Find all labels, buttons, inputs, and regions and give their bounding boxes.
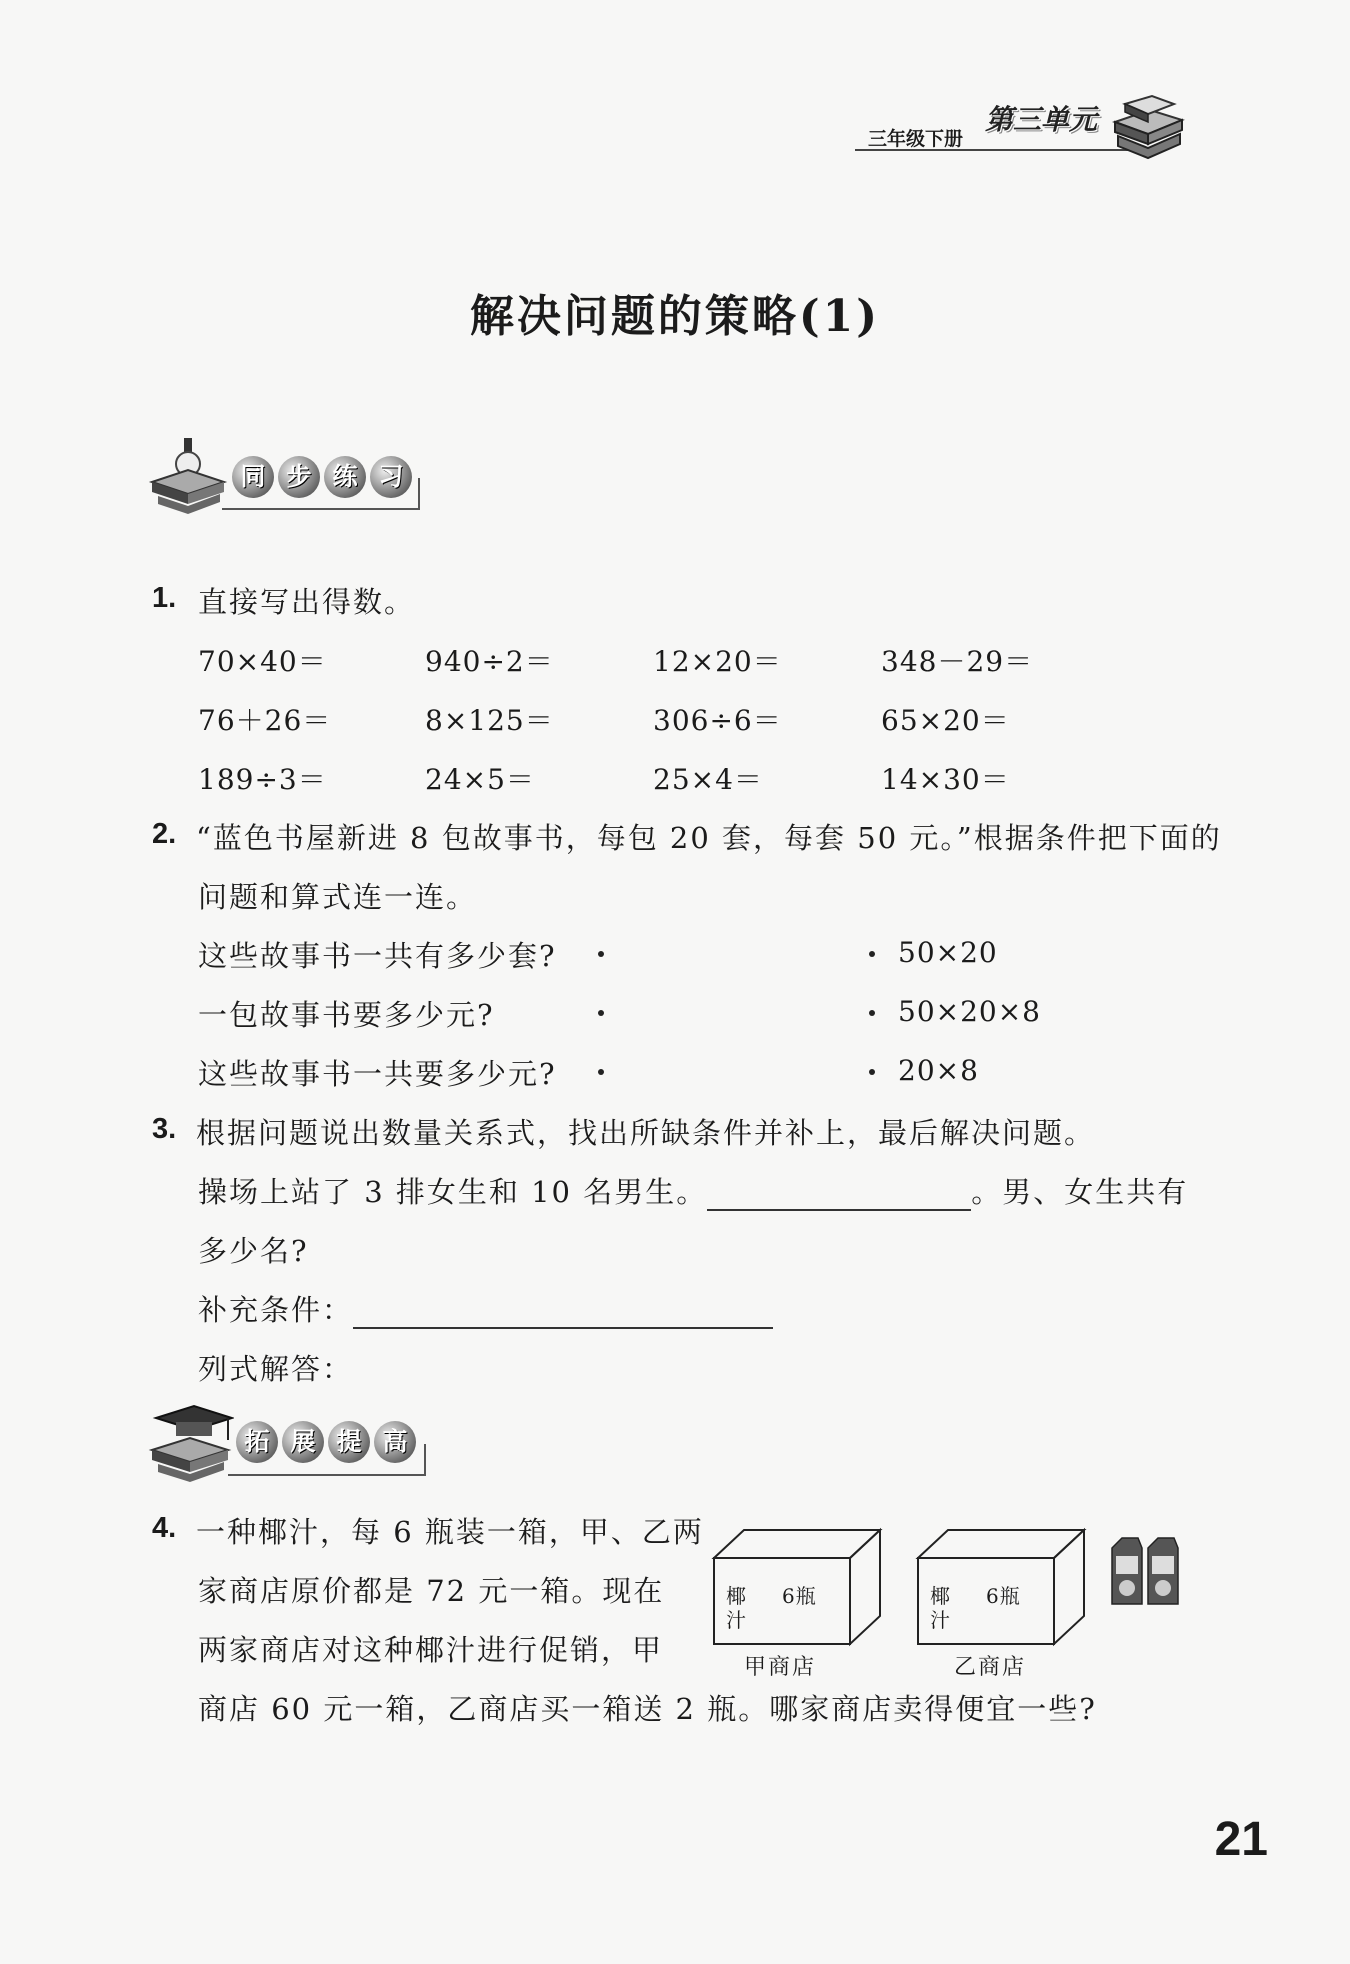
box-count: 6瓶 (986, 1584, 1021, 1608)
supplement-label: 补充条件： (198, 1293, 354, 1327)
match-dot-left[interactable] (598, 1010, 604, 1016)
page-title: 解决问题的策略(1) (469, 291, 881, 342)
box-count: 6瓶 (782, 1584, 817, 1608)
match-formula: 50×20 (898, 936, 998, 969)
bottles-icon (1108, 1536, 1184, 1608)
match-question: 一包故事书要多少元? (198, 998, 495, 1032)
section-char: 练 (324, 456, 366, 498)
section-char: 步 (278, 456, 320, 498)
question-text: 两家商店对这种椰汁进行促销，甲 (198, 1633, 664, 1667)
question-number: 1. (152, 582, 177, 614)
section-char: 拓 (236, 1421, 278, 1463)
question-text: 一种椰汁，每 6 瓶装一箱，甲、乙两 (196, 1515, 704, 1549)
box-label: 汁 (726, 1608, 747, 1632)
box-label: 椰 (930, 1584, 951, 1608)
blank-condition[interactable] (707, 1179, 971, 1211)
coconut-box-b (916, 1528, 1086, 1650)
problem-text-part: 操场上站了 3 排女生和 10 名男生。 (198, 1175, 708, 1209)
section-underline-end (424, 1444, 426, 1476)
match-formula: 20×8 (898, 1054, 979, 1087)
coconut-box-a (712, 1528, 882, 1650)
problem-text-part: 。男、女生共有 (971, 1175, 1189, 1209)
calc-item: 70×40＝ (198, 645, 327, 678)
supplement-blank[interactable] (353, 1297, 773, 1329)
section-char: 展 (282, 1421, 324, 1463)
calc-item: 24×5＝ (425, 763, 535, 796)
match-question: 这些故事书一共要多少元? (198, 1057, 557, 1091)
question-prompt: 直接写出得数。 (198, 585, 416, 619)
graduation-books-icon (148, 1400, 234, 1482)
match-dot-left[interactable] (598, 1069, 604, 1075)
match-formula: 50×20×8 (898, 995, 1041, 1028)
section-underline (222, 508, 420, 510)
calc-item: 940÷2＝ (425, 645, 554, 678)
calc-item: 189÷3＝ (198, 763, 327, 796)
box-label: 汁 (930, 1608, 951, 1632)
calc-item: 76＋26＝ (198, 704, 332, 737)
books-lamp-icon (148, 438, 228, 516)
solve-label: 列式解答： (198, 1352, 354, 1386)
section-underline-end (418, 478, 420, 510)
question-number: 2. (152, 818, 177, 850)
calc-item: 8×125＝ (425, 704, 554, 737)
calc-item: 306÷6＝ (653, 704, 782, 737)
match-dot-right[interactable] (869, 1010, 875, 1016)
calc-item: 12×20＝ (653, 645, 782, 678)
supplement-row (198, 1288, 773, 1329)
grade-label: 三年级下册 (868, 129, 964, 150)
question-prompt: “蓝色书屋新进 8 包故事书，每包 20 套，每套 50 元。”根据条件把下面的 (196, 821, 1222, 855)
section-char: 提 (328, 1421, 370, 1463)
page-number: 21 (1214, 1813, 1268, 1866)
unit-label: 第三单元 (985, 104, 1098, 135)
problem-text (198, 1170, 1188, 1211)
books-stack-icon (1110, 92, 1185, 160)
match-question: 这些故事书一共有多少套? (198, 939, 557, 973)
section-char: 习 (370, 456, 412, 498)
shop-label: 甲商店 (744, 1655, 817, 1680)
problem-text-cont: 多少名? (198, 1234, 309, 1268)
section-char: 同 (232, 456, 274, 498)
section-char: 高 (374, 1421, 416, 1463)
match-dot-right[interactable] (869, 951, 875, 957)
section-underline (228, 1474, 426, 1476)
calc-item: 65×20＝ (881, 704, 1010, 737)
calc-item: 25×4＝ (653, 763, 763, 796)
question-text: 商店 60 元一箱，乙商店买一箱送 2 瓶。哪家商店卖得便宜一些? (198, 1692, 1097, 1726)
calc-item: 14×30＝ (881, 763, 1010, 796)
shop-label: 乙商店 (954, 1655, 1027, 1680)
match-dot-right[interactable] (869, 1069, 875, 1075)
question-number: 3. (152, 1113, 177, 1145)
question-number: 4. (152, 1512, 177, 1544)
question-prompt-cont: 问题和算式连一连。 (198, 880, 478, 914)
match-dot-left[interactable] (598, 951, 604, 957)
box-label: 椰 (726, 1584, 747, 1608)
question-prompt: 根据问题说出数量关系式，找出所缺条件并补上，最后解决问题。 (196, 1116, 1096, 1150)
question-text: 家商店原价都是 72 元一箱。现在 (198, 1574, 665, 1608)
calc-item: 348－29＝ (881, 645, 1034, 678)
